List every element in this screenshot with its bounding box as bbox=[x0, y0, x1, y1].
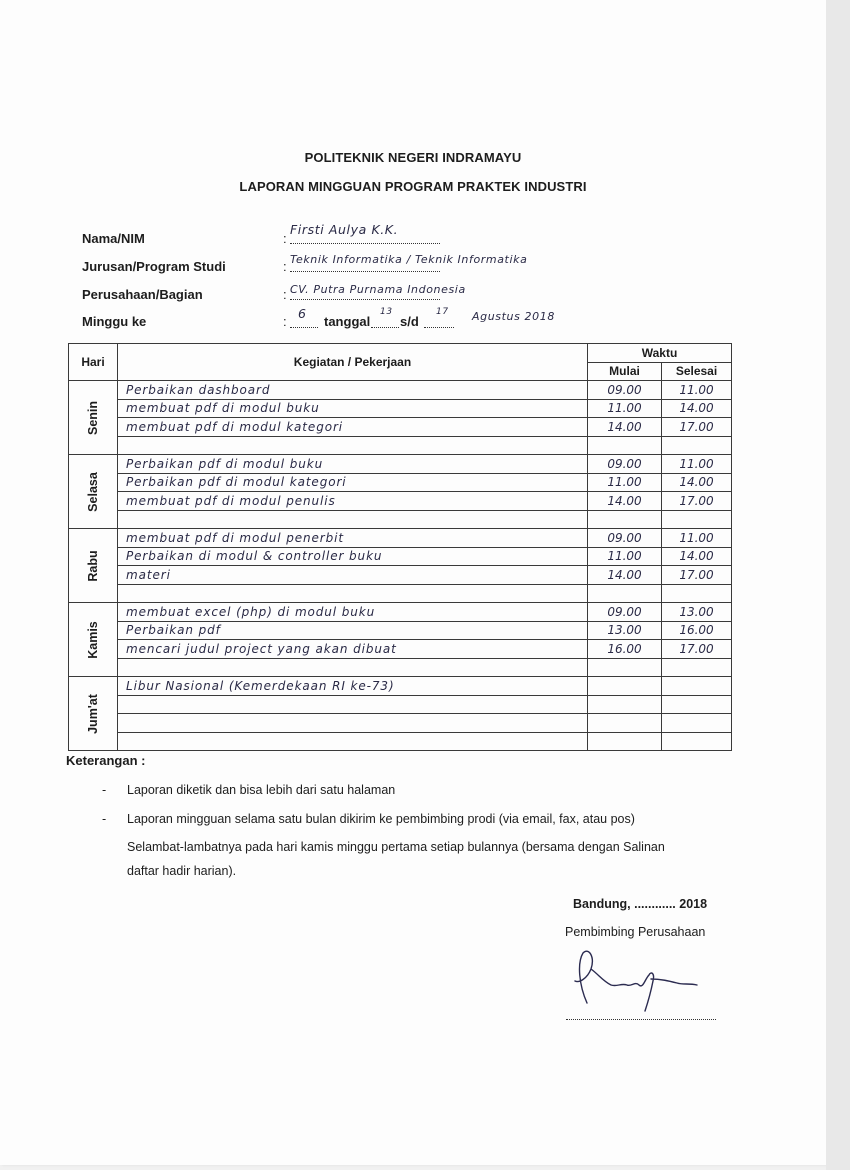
day-cell bbox=[69, 603, 118, 677]
activity-cell bbox=[118, 510, 588, 529]
table-row bbox=[69, 732, 732, 751]
week-label: Minggu ke bbox=[82, 314, 147, 329]
note-item-2-line-2: Selambat-lambatnya pada hari kamis minggu pertama setiap bulannya (bersama dengan Salinan bbox=[127, 840, 665, 854]
end-time-cell bbox=[662, 677, 732, 696]
month-year: Agustus 2018 bbox=[472, 310, 555, 323]
bullet: - bbox=[102, 783, 107, 797]
start-time-cell: 16.00 bbox=[588, 640, 662, 659]
report-title: LAPORAN MINGGUAN PROGRAM PRAKTEK INDUSTRI bbox=[239, 179, 587, 194]
table-row bbox=[69, 455, 732, 474]
name-value: Firsti Aulya K.K. bbox=[290, 222, 399, 237]
institution-title: POLITEKNIK NEGERI INDRAMAYU bbox=[304, 150, 522, 165]
end-time-cell: 14.00 bbox=[662, 473, 732, 492]
start-time-cell: 14.00 bbox=[588, 492, 662, 511]
activity-cell: membuat pdf di modul penulis bbox=[118, 492, 588, 511]
dotted-line bbox=[290, 298, 440, 300]
start-time-cell bbox=[588, 732, 662, 751]
start-time-cell: 11.00 bbox=[588, 547, 662, 566]
end-time-cell: 13.00 bbox=[662, 603, 732, 622]
end-time-cell bbox=[662, 732, 732, 751]
end-time-cell bbox=[662, 510, 732, 529]
major-value: Teknik Informatika / Teknik Informatika bbox=[290, 253, 528, 266]
date-to: 17 bbox=[436, 307, 449, 317]
dotted-line bbox=[290, 326, 318, 328]
table-row bbox=[69, 677, 732, 696]
start-time-cell: 11.00 bbox=[588, 399, 662, 418]
start-time-cell bbox=[588, 658, 662, 677]
end-time-cell: 17.00 bbox=[662, 566, 732, 585]
table-row bbox=[69, 418, 732, 437]
day-cell bbox=[69, 381, 118, 455]
dotted-line bbox=[424, 326, 454, 328]
activity-cell bbox=[118, 732, 588, 751]
activity-cell bbox=[118, 714, 588, 733]
column-header-end: Selesai bbox=[662, 362, 732, 381]
column-header-activity: Kegiatan / Pekerjaan bbox=[118, 344, 588, 381]
end-time-cell: 17.00 bbox=[662, 640, 732, 659]
activity-cell: membuat pdf di modul buku bbox=[118, 399, 588, 418]
end-time-cell: 16.00 bbox=[662, 621, 732, 640]
start-time-cell: 14.00 bbox=[588, 418, 662, 437]
end-time-cell bbox=[662, 714, 732, 733]
table-row bbox=[69, 473, 732, 492]
end-time-cell: 11.00 bbox=[662, 455, 732, 474]
activity-cell: membuat excel (php) di modul buku bbox=[118, 603, 588, 622]
end-time-cell: 14.00 bbox=[662, 547, 732, 566]
table-row bbox=[69, 510, 732, 529]
start-time-cell bbox=[588, 584, 662, 603]
start-time-cell: 11.00 bbox=[588, 473, 662, 492]
activity-cell: Perbaikan pdf bbox=[118, 621, 588, 640]
end-time-cell bbox=[662, 436, 732, 455]
activity-cell: mencari judul project yang akan dibuat bbox=[118, 640, 588, 659]
day-label: Selasa bbox=[86, 471, 100, 512]
day-label: Kamis bbox=[86, 620, 100, 659]
start-time-cell: 09.00 bbox=[588, 455, 662, 474]
company-value: CV. Putra Purnama Indonesia bbox=[290, 283, 466, 296]
activity-cell: Perbaikan di modul & controller buku bbox=[118, 547, 588, 566]
start-time-cell bbox=[588, 436, 662, 455]
activity-cell: Perbaikan dashboard bbox=[118, 381, 588, 400]
table-row bbox=[69, 658, 732, 677]
activity-cell: membuat pdf di modul kategori bbox=[118, 418, 588, 437]
dotted-line bbox=[371, 326, 399, 328]
end-time-cell: 11.00 bbox=[662, 381, 732, 400]
activity-cell: materi bbox=[118, 566, 588, 585]
activity-cell bbox=[118, 658, 588, 677]
start-time-cell bbox=[588, 677, 662, 696]
day-cell bbox=[69, 455, 118, 529]
scan-edge bbox=[826, 0, 850, 1170]
date-label: tanggal bbox=[324, 314, 371, 329]
colon: : bbox=[283, 314, 287, 329]
end-time-cell: 11.00 bbox=[662, 529, 732, 548]
note-item-1: Laporan diketik dan bisa lebih dari satu halaman bbox=[127, 783, 396, 797]
supervisor-role: Pembimbing Perusahaan bbox=[565, 925, 706, 939]
end-time-cell bbox=[662, 695, 732, 714]
activity-cell bbox=[118, 584, 588, 603]
signature-line bbox=[566, 1018, 716, 1020]
table-row bbox=[69, 640, 732, 659]
table-row bbox=[69, 603, 732, 622]
table-row bbox=[69, 547, 732, 566]
column-header-day: Hari bbox=[69, 344, 118, 381]
start-time-cell: 09.00 bbox=[588, 529, 662, 548]
day-label: Senin bbox=[86, 400, 100, 435]
week-value: 6 bbox=[298, 306, 307, 321]
start-time-cell bbox=[588, 695, 662, 714]
start-time-cell bbox=[588, 510, 662, 529]
weekly-activity-table bbox=[68, 343, 732, 751]
end-time-cell bbox=[662, 584, 732, 603]
start-time-cell: 14.00 bbox=[588, 566, 662, 585]
day-label: Jum'at bbox=[86, 693, 100, 734]
column-header-start: Mulai bbox=[588, 362, 662, 381]
company-label: Perusahaan/Bagian bbox=[82, 287, 203, 302]
end-time-cell: 14.00 bbox=[662, 399, 732, 418]
day-label: Rabu bbox=[86, 549, 100, 582]
activity-cell: Perbaikan pdf di modul kategori bbox=[118, 473, 588, 492]
table-row bbox=[69, 529, 732, 548]
major-label: Jurusan/Program Studi bbox=[82, 259, 226, 274]
place-date: Bandung, ............ 2018 bbox=[573, 897, 708, 911]
start-time-cell: 09.00 bbox=[588, 381, 662, 400]
sd-label: s/d bbox=[400, 314, 419, 329]
end-time-cell: 17.00 bbox=[662, 492, 732, 511]
colon: : bbox=[283, 287, 287, 302]
table-row bbox=[69, 492, 732, 511]
table-row bbox=[69, 621, 732, 640]
colon: : bbox=[283, 259, 287, 274]
end-time-cell bbox=[662, 658, 732, 677]
note-item-2-line-1: Laporan mingguan selama satu bulan dikirim ke pembimbing prodi (via email, fax, atau pos) bbox=[127, 812, 635, 826]
day-cell bbox=[69, 529, 118, 603]
table-row bbox=[69, 584, 732, 603]
end-time-cell: 17.00 bbox=[662, 418, 732, 437]
activity-cell bbox=[118, 436, 588, 455]
start-time-cell bbox=[588, 714, 662, 733]
day-cell bbox=[69, 677, 118, 751]
notes-label: Keterangan : bbox=[66, 753, 146, 768]
table-row bbox=[69, 436, 732, 455]
name-label: Nama/NIM bbox=[82, 231, 145, 246]
column-header-time: Waktu bbox=[588, 344, 732, 363]
bullet: - bbox=[102, 812, 107, 826]
note-item-2-line-3: daftar hadir harian). bbox=[127, 864, 237, 878]
table-row bbox=[69, 399, 732, 418]
signature-image bbox=[565, 945, 715, 1015]
start-time-cell: 09.00 bbox=[588, 603, 662, 622]
activity-cell: Libur Nasional (Kemerdekaan RI ke-73) bbox=[118, 677, 588, 696]
colon: : bbox=[283, 231, 287, 246]
table-row bbox=[69, 566, 732, 585]
table-row bbox=[69, 695, 732, 714]
dotted-line bbox=[290, 242, 440, 244]
dotted-line bbox=[290, 270, 440, 272]
table-row bbox=[69, 714, 732, 733]
activity-cell: Perbaikan pdf di modul buku bbox=[118, 455, 588, 474]
activity-cell: membuat pdf di modul penerbit bbox=[118, 529, 588, 548]
start-time-cell: 13.00 bbox=[588, 621, 662, 640]
activity-cell bbox=[118, 695, 588, 714]
table-row bbox=[69, 381, 732, 400]
date-from: 13 bbox=[380, 307, 393, 317]
